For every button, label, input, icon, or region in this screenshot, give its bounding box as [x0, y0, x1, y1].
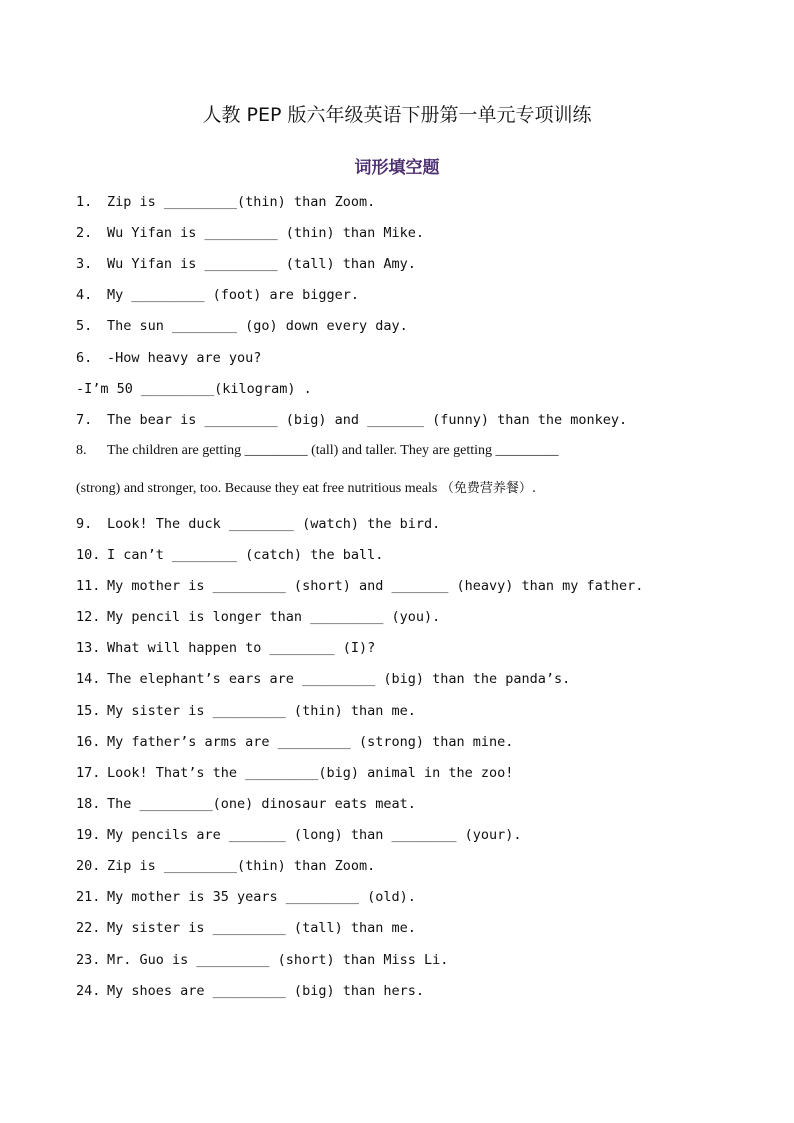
question-6 — [76, 350, 261, 366]
question-number: 22. — [76, 920, 101, 936]
question-number: 6. — [76, 350, 93, 366]
question-number: 23. — [76, 952, 101, 968]
question-text: Zip is _________(thin) than Zoom. — [107, 194, 376, 210]
question-1 — [76, 194, 375, 210]
question-22 — [76, 920, 416, 936]
question-15 — [76, 703, 416, 719]
question-text: I can’t ________ (catch) the ball. — [107, 547, 384, 563]
question-19 — [76, 827, 522, 843]
question-7 — [76, 412, 627, 428]
question-text: My shoes are _________ (big) than hers. — [107, 983, 424, 999]
section-subtitle: 词形填空题 — [354, 158, 440, 178]
question-number: 16. — [76, 734, 101, 750]
question-number: 1. — [76, 194, 93, 210]
question-number: 7. — [76, 412, 93, 428]
question-text: My mother is _________ (short) and _______ (heavy) than my father. — [107, 578, 644, 594]
question-number: 11. — [76, 578, 101, 594]
page-title: 人教 PEP 版六年级英语下册第一单元专项训练 — [202, 104, 592, 126]
chinese-note: （免费营养餐）. — [440, 481, 537, 496]
question-text: Look! That’s the _________(big) animal in the zoo! — [107, 765, 514, 781]
question-text: Zip is _________(thin) than Zoom. — [107, 858, 376, 874]
question-text: The sun ________ (go) down every day. — [107, 318, 408, 334]
question-23 — [76, 952, 448, 968]
question-number: 19. — [76, 827, 101, 843]
question-5 — [76, 318, 408, 334]
question-number: 13. — [76, 640, 101, 656]
question-11 — [76, 578, 643, 594]
question-text: Wu Yifan is _________ (thin) than Mike. — [107, 225, 424, 241]
question-number: 5. — [76, 318, 93, 334]
question-number: 24. — [76, 983, 101, 999]
question-text: My pencils are _______ (long) than ________ (your). — [107, 827, 522, 843]
question-text: -How heavy are you? — [107, 350, 262, 366]
question-text: The children are getting _________ (tall) and taller. They are getting _________ — [107, 443, 559, 458]
question-text: (strong) and stronger, too. Because they eat free nutritious meals — [76, 481, 438, 496]
question-number: 3. — [76, 256, 93, 272]
question-8 — [76, 443, 559, 459]
question-text: -I’m 50 _________(kilogram) . — [76, 381, 312, 397]
question-13 — [76, 640, 375, 656]
question-text: The bear is _________ (big) and _______ (funny) than the monkey. — [107, 412, 628, 428]
question-number: 18. — [76, 796, 101, 812]
question-text: What will happen to ________ (I)? — [107, 640, 376, 656]
question-text: The _________(one) dinosaur eats meat. — [107, 796, 416, 812]
question-number: 4. — [76, 287, 93, 303]
question-3 — [76, 256, 416, 272]
question-number: 20. — [76, 858, 101, 874]
question-text: My sister is _________ (thin) than me. — [107, 703, 416, 719]
question-16 — [76, 734, 513, 750]
question-14 — [76, 671, 570, 687]
question-number: 8. — [76, 443, 87, 458]
question-9 — [76, 516, 440, 532]
question-24 — [76, 983, 424, 999]
question-number: 15. — [76, 703, 101, 719]
question-10 — [76, 547, 383, 563]
question-2 — [76, 225, 424, 241]
question-text: Look! The duck ________ (watch) the bird. — [107, 516, 441, 532]
question-number: 21. — [76, 889, 101, 905]
question-17 — [76, 765, 513, 781]
question-text: My sister is _________ (tall) than me. — [107, 920, 416, 936]
question-21 — [76, 889, 416, 905]
question-number: 10. — [76, 547, 101, 563]
question-text: My mother is 35 years _________ (old). — [107, 889, 416, 905]
question-text: My pencil is longer than _________ (you). — [107, 609, 441, 625]
question-number: 9. — [76, 516, 93, 532]
question-text: The elephant’s ears are _________ (big) than the panda’s. — [107, 671, 571, 687]
question-number: 14. — [76, 671, 101, 687]
question-number: 12. — [76, 609, 101, 625]
question-4 — [76, 287, 359, 303]
question-6-answer — [76, 381, 312, 397]
question-8-continued — [76, 477, 536, 497]
question-number: 2. — [76, 225, 93, 241]
question-text: Wu Yifan is _________ (tall) than Amy. — [107, 256, 416, 272]
question-text: My father’s arms are _________ (strong) than mine. — [107, 734, 514, 750]
question-text: My _________ (foot) are bigger. — [107, 287, 359, 303]
question-number: 17. — [76, 765, 101, 781]
question-12 — [76, 609, 440, 625]
question-20 — [76, 858, 375, 874]
question-text: Mr. Guo is _________ (short) than Miss Li. — [107, 952, 449, 968]
question-18 — [76, 796, 416, 812]
